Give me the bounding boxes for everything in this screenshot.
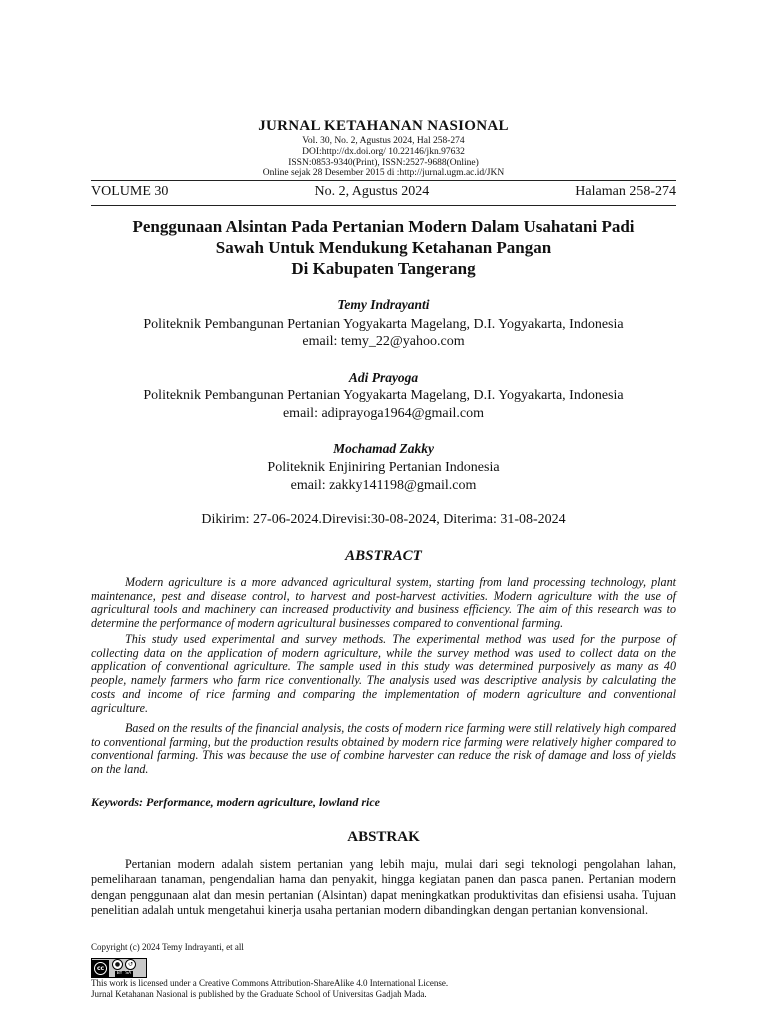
cc-sa-label: SA xyxy=(125,971,132,976)
abstract-heading: ABSTRACT xyxy=(345,548,422,564)
journal-doi-line: DOI:http://dx.doi.org/ 10.22146/jkn.97632 xyxy=(302,147,465,157)
license-line[interactable]: This work is licensed under a Creative Commons Attribution-ShareAlike 4.0 International License. xyxy=(91,978,449,988)
pages-label: Halaman 258-274 xyxy=(575,184,676,199)
cc-logo-icon: cc xyxy=(92,960,109,977)
issue-label: No. 2, Agustus 2024 xyxy=(314,184,430,199)
header-rule-top xyxy=(91,180,676,181)
cc-sa-icon: ↺ xyxy=(125,959,136,970)
article-title xyxy=(91,216,676,279)
cc-license-badge[interactable] xyxy=(91,958,147,978)
abstract-paragraph-2: This study used experimental and survey methods. The experimental method was used for the purpose of collecting data on the application of modern agriculture, while the survey method was used to collect data on the application of conventional agriculture. The sample used in this study was determined purposively as many as 40 people, namely farmers who farm rice conventionally. The analysis used was descriptive analysis by calculating the costs and income of rice farming and comparing the implementation of modern agriculture and conventional agriculture. xyxy=(91,632,676,715)
author-name: Temy Indrayanti xyxy=(337,297,430,312)
abstract-paragraph-3: Based on the results of the financial analysis, the costs of modern rice farming were still relatively high compared to conventional farming, but the production results obtained by modern rice farming were relatively higher compared to conventional farming. This was because the use of combine harvester can reduce the risk of damage and loss of yields on the land. xyxy=(91,721,676,777)
abstract-paragraph-1: Modern agriculture is a more advanced agricultural system, starting from land processing technology, plant maintenance, pest and disease control, to harvest and post-harvest activities. Modern agriculture with the use of agricultural tools and machinery can increased productivity and business efficiency. The aim of this research was to determine the performance of modern agricultural businesses compared to conventional farming. xyxy=(91,575,676,631)
cc-by-icon: ● xyxy=(112,959,123,970)
author-affiliation: Politeknik Pembangunan Pertanian Yogyakarta Magelang, D.I. Yogyakarta, Indonesia xyxy=(143,317,624,332)
article-title-line-1: Penggunaan Alsintan Pada Pertanian Modern Dalam Usahatani Padi xyxy=(132,217,635,236)
publisher-line: Jurnal Ketahanan Nasional is published by the Graduate School of Universitas Gadjah Mada. xyxy=(91,989,427,999)
journal-online-line: Online sejak 28 Desember 2015 di :http://jurnal.ugm.ac.id/JKN xyxy=(262,168,505,178)
article-title-line-3: Di Kabupaten Tangerang xyxy=(291,259,476,278)
header-rule-bottom xyxy=(91,205,676,206)
abstrak-paragraph-1: Pertanian modern adalah sistem pertanian yang lebih maju, mulai dari segi teknologi pengolahan lahan, pemeliharaan tanaman, pengendalian hama dan penyakit, hingga kegiatan panen dan pasca panen. Pertanian modern dengan penggunaan alat dan mesin pertanian (Alsintan) dapat meningkatkan produktivitas dan efisiensi usaha. Tujuan penelitian adalah untuk mengetahui kinerja usaha pertanian modern dibandingkan dengan pertanian konvensional. xyxy=(91,857,676,918)
author-name: Mochamad Zakky xyxy=(333,441,434,456)
journal-issn-line: ISSN:0853-9340(Print), ISSN:2527-9688(Online) xyxy=(288,158,479,168)
journal-vol-line: Vol. 30, No. 2, Agustus 2024, Hal 258-274 xyxy=(302,136,465,146)
copyright-line: Copyright (c) 2024 Temy Indrayanti, et all xyxy=(91,942,244,952)
abstrak-heading: ABSTRAK xyxy=(347,829,420,845)
author-affiliation: Politeknik Pembangunan Pertanian Yogyakarta Magelang, D.I. Yogyakarta, Indonesia xyxy=(143,388,624,403)
author-email: email: temy_22@yahoo.com xyxy=(302,334,465,349)
article-title-line-2: Sawah Untuk Mendukung Ketahanan Pangan xyxy=(215,238,552,257)
volume-bar xyxy=(91,184,676,200)
author-email: email: zakky141198@gmail.com xyxy=(290,478,477,493)
volume-label: VOLUME 30 xyxy=(91,184,169,199)
author-email: email: adiprayoga1964@gmail.com xyxy=(282,406,485,421)
author-name: Adi Prayoga xyxy=(348,370,419,385)
keywords: Keywords: Performance, modern agriculture, lowland rice xyxy=(91,795,380,809)
journal-title: JURNAL KETAHANAN NASIONAL xyxy=(258,118,509,134)
author-affiliation: Politeknik Enjiniring Pertanian Indonesia xyxy=(267,460,500,475)
submission-dates: Dikirim: 27-06-2024.Direvisi:30-08-2024, Diterima: 31-08-2024 xyxy=(201,512,566,527)
cc-by-label: BY xyxy=(116,971,123,976)
